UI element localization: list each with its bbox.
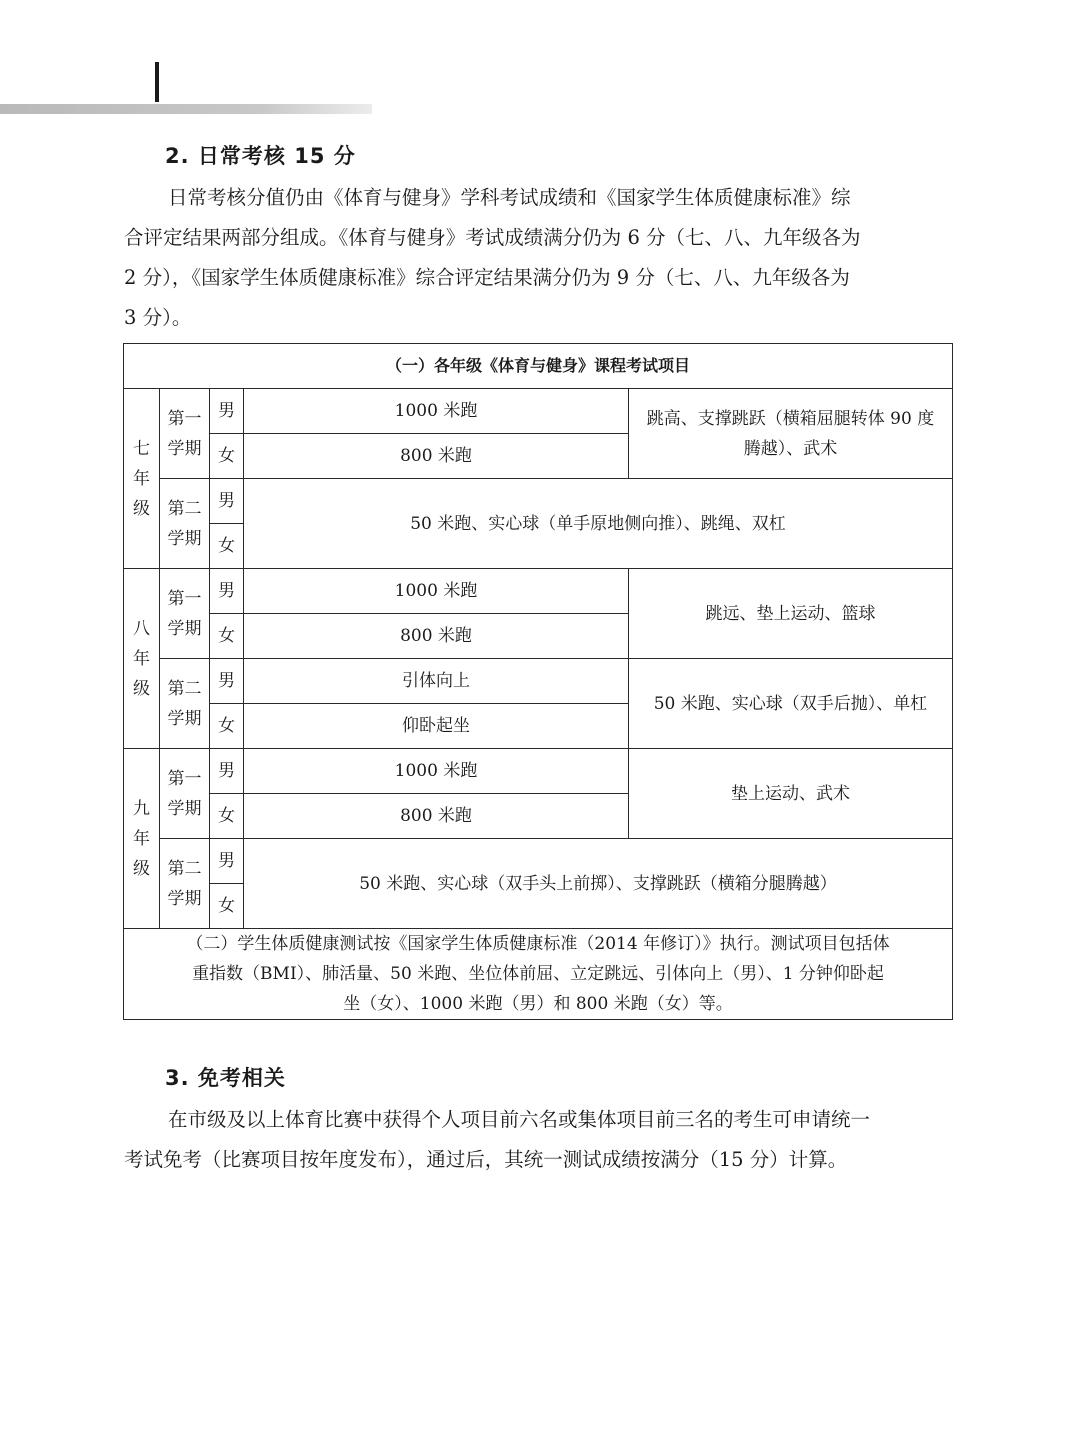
term-cell: 第二 学期 bbox=[160, 659, 210, 749]
gender-cell: 男 bbox=[210, 389, 244, 434]
grade-cell: 八 年 级 bbox=[124, 569, 160, 749]
item-cell: 1000 米跑 bbox=[244, 749, 629, 794]
gender-cell: 男 bbox=[210, 569, 244, 614]
common-item-cell: 50 米跑、实心球（双手头上前掷）、支撑跳跃（横箱分腿腾越） bbox=[244, 839, 953, 929]
gender-cell: 女 bbox=[210, 884, 244, 929]
exam-items-table bbox=[123, 343, 953, 1020]
paragraph-line: 2 分），《国家学生体质健康标准》综合评定结果满分仍为 9 分（七、八、九年级各为 bbox=[124, 266, 850, 289]
gender-cell: 女 bbox=[210, 704, 244, 749]
paragraph-line: 在市级及以上体育比赛中获得个人项目前六名或集体项目前三名的考生可申请统一 bbox=[168, 1108, 871, 1131]
gender-cell: 女 bbox=[210, 614, 244, 659]
common-item-cell: 跳高、支撑跳跃（横箱屈腿转体 90 度 腾越）、武术 bbox=[629, 389, 953, 479]
gender-cell: 男 bbox=[210, 479, 244, 524]
term-cell: 第二 学期 bbox=[160, 839, 210, 929]
item-cell: 800 米跑 bbox=[244, 434, 629, 479]
common-item-cell: 跳远、垫上运动、篮球 bbox=[629, 569, 953, 659]
table-title: （一）各年级《体育与健身》课程考试项目 bbox=[124, 344, 953, 389]
table-note: （二）学生体质健康测试按《国家学生体质健康标准（2014 年修订）》执行。测试项目包括体 重指数（BMI）、肺活量、50 米跑、坐位体前屈、立定跳远、引体向上（男）、1 分钟仰卧起 坐（女）、1000 米跑（男）和 800 米跑（女）等。 bbox=[124, 929, 953, 1020]
common-item-cell: 50 米跑、实心球（单手原地侧向推）、跳绳、双杠 bbox=[244, 479, 953, 569]
gender-cell: 女 bbox=[210, 434, 244, 479]
term-cell: 第一 学期 bbox=[160, 749, 210, 839]
term-cell: 第一 学期 bbox=[160, 389, 210, 479]
section-2-heading: 2. 日常考核 15 分 bbox=[165, 144, 356, 168]
paragraph-line: 考试免考（比赛项目按年度发布），通过后，其统一测试成绩按满分（15 分）计算。 bbox=[124, 1148, 848, 1171]
gender-cell: 男 bbox=[210, 839, 244, 884]
section-3-paragraph bbox=[124, 1100, 954, 1180]
item-cell: 1000 米跑 bbox=[244, 389, 629, 434]
paragraph-line: 3 分）。 bbox=[124, 306, 192, 329]
item-cell: 仰卧起坐 bbox=[244, 704, 629, 749]
item-cell: 800 米跑 bbox=[244, 794, 629, 839]
header-rule bbox=[0, 104, 372, 114]
common-item-cell: 50 米跑、实心球（双手后抛）、单杠 bbox=[629, 659, 953, 749]
paragraph-line: 日常考核分值仍由《体育与健身》学科考试成绩和《国家学生体质健康标准》综 bbox=[168, 186, 851, 209]
item-cell: 800 米跑 bbox=[244, 614, 629, 659]
term-cell: 第一 学期 bbox=[160, 569, 210, 659]
grade-cell: 九 年 级 bbox=[124, 749, 160, 929]
grade-cell: 七 年 级 bbox=[124, 389, 160, 569]
gender-cell: 女 bbox=[210, 524, 244, 569]
gender-cell: 男 bbox=[210, 749, 244, 794]
section-3-heading: 3. 免考相关 bbox=[165, 1066, 286, 1090]
header-tick bbox=[155, 62, 159, 102]
paragraph-line: 合评定结果两部分组成。《体育与健身》考试成绩满分仍为 6 分（七、八、九年级各为 bbox=[124, 226, 861, 249]
section-2-paragraph bbox=[124, 178, 954, 338]
item-cell: 1000 米跑 bbox=[244, 569, 629, 614]
gender-cell: 男 bbox=[210, 659, 244, 704]
common-item-cell: 垫上运动、武术 bbox=[629, 749, 953, 839]
item-cell: 引体向上 bbox=[244, 659, 629, 704]
gender-cell: 女 bbox=[210, 794, 244, 839]
term-cell: 第二 学期 bbox=[160, 479, 210, 569]
